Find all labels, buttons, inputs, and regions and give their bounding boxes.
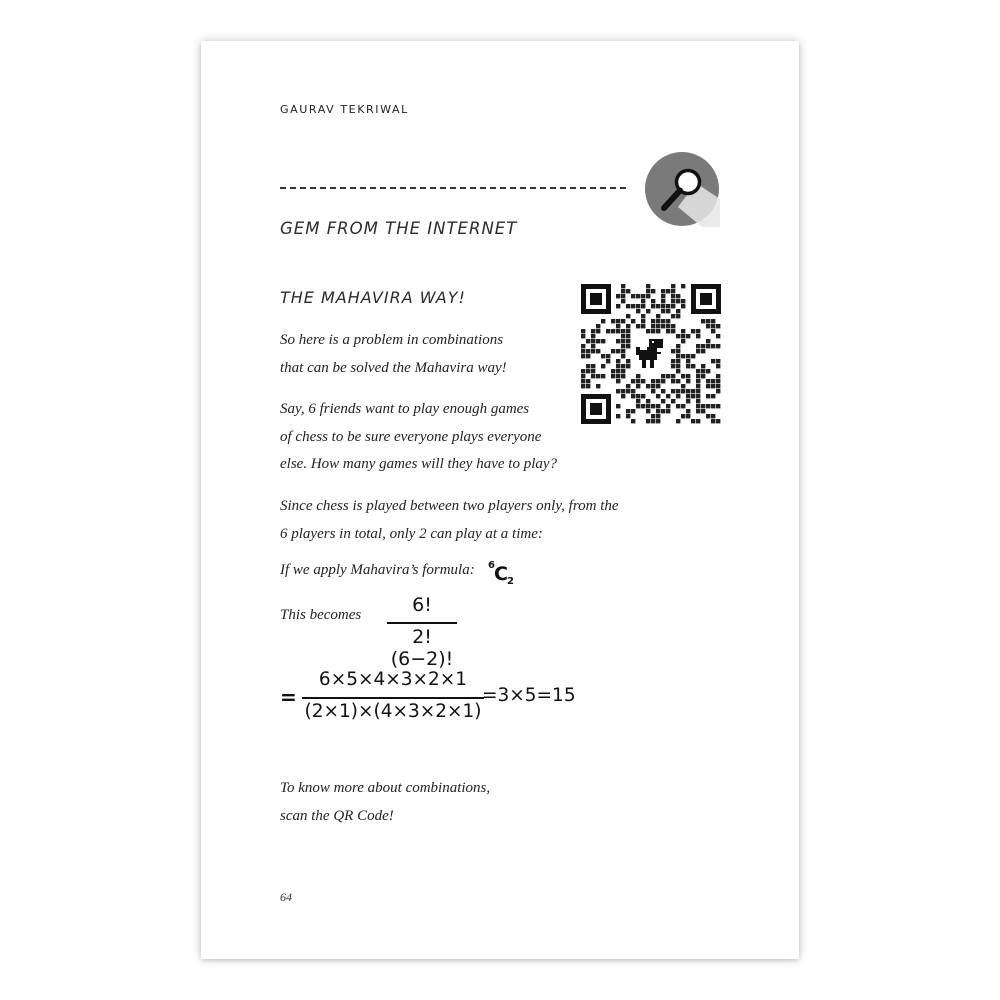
qr-code[interactable]: [581, 284, 721, 424]
formula-label: If we apply Mahavira’s formula:: [280, 562, 475, 578]
fraction1-numerator: 6!: [412, 594, 432, 616]
qr-finder-top-left: [581, 284, 611, 314]
magnifying-glass-icon: [644, 151, 720, 227]
page-number: 64: [280, 890, 292, 904]
result-expression: =3×5=15: [482, 685, 576, 706]
explanation-paragraph: [280, 493, 680, 548]
fraction1-bar: [387, 622, 457, 624]
becomes-label: This becomes: [280, 607, 362, 623]
text-line: Since chess is played between two players only, from the: [280, 498, 619, 514]
formula-superscript: 6: [488, 560, 495, 571]
text-line: scan the QR Code!: [280, 807, 394, 824]
combination-formula: [488, 560, 528, 590]
article-title: THE MAHAVIRA WAY!: [280, 288, 466, 307]
text-line: To know more about combinations,: [280, 780, 491, 796]
fraction2-bar: [302, 697, 484, 699]
formula-subscript: 2: [507, 576, 514, 587]
text-line: of chess to be sure everyone plays everyone: [280, 428, 542, 445]
qr-finder-top-right: [691, 284, 721, 314]
closing-paragraph: [280, 775, 580, 830]
fraction1-denominator: 2!(6−2)!: [390, 626, 454, 670]
text-line: else. How many games will they have to play?: [280, 456, 558, 472]
book-page: [201, 41, 799, 959]
dashed-divider: [280, 187, 626, 189]
text-line: that can be solved the Mahavira way!: [280, 359, 507, 376]
text-line: 6 players in total, only 2 can play at a time:: [280, 525, 543, 542]
section-title: GEM FROM THE INTERNET: [280, 219, 518, 238]
problem-paragraph: [280, 396, 580, 479]
intro-paragraph: [280, 327, 570, 382]
text-line: So here is a problem in combinations: [280, 332, 504, 348]
equals-sign: =: [280, 685, 297, 709]
running-head-author: GAURAV TEKRIWAL: [280, 103, 409, 116]
qr-finder-bottom-left: [581, 394, 611, 424]
text-line: Say, 6 friends want to play enough games: [280, 401, 530, 417]
formula-symbol: C: [494, 563, 508, 585]
fraction2-numerator: 6×5×4×3×2×1: [318, 669, 468, 690]
fraction2-denominator: (2×1)×(4×3×2×1): [304, 701, 482, 722]
